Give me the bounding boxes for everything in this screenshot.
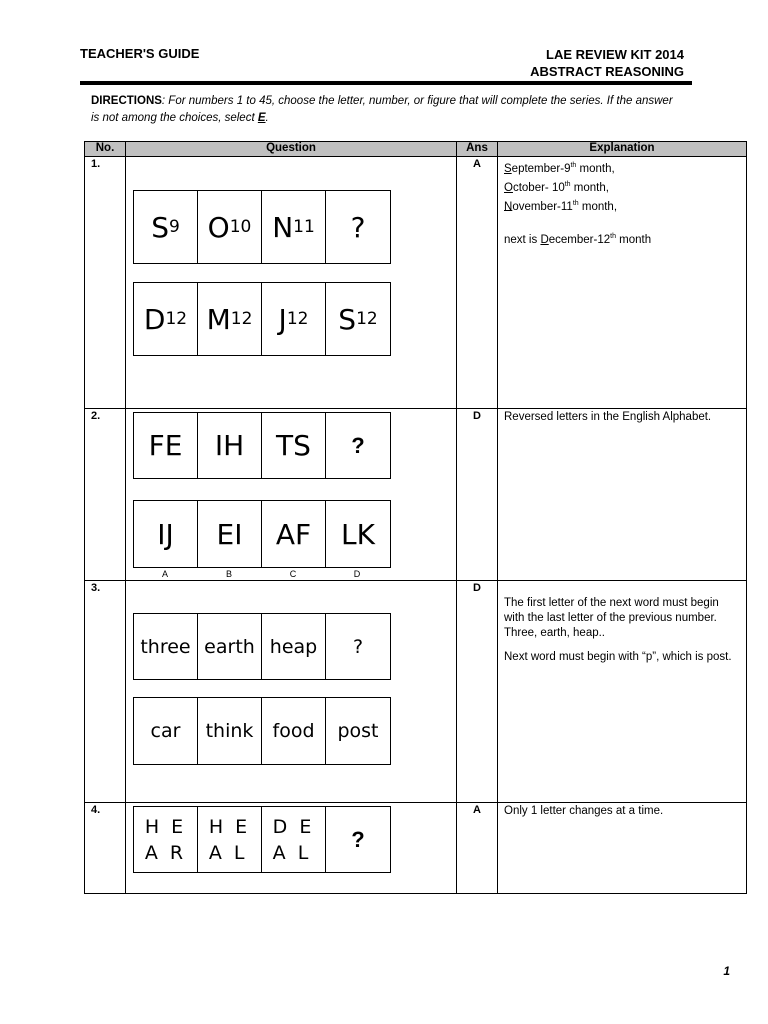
choice-box: car xyxy=(134,698,198,764)
series-box-missing: ? xyxy=(352,635,364,658)
subject-title: ABSTRACT REASONING xyxy=(530,64,684,79)
choice-letter: C xyxy=(289,569,297,579)
explanation-paragraph: Next word must begin with “p”, which is post. xyxy=(504,651,732,663)
choice-box: J 12 xyxy=(262,283,326,355)
table-row xyxy=(85,803,747,894)
choice-series xyxy=(133,282,391,356)
series-box: TS xyxy=(262,413,326,478)
explanation: Reversed letters in the English Alphabet. xyxy=(498,409,747,581)
directions-label: DIRECTIONS xyxy=(91,95,162,107)
choice-letter: A xyxy=(161,569,168,579)
question-cell xyxy=(126,157,457,409)
question-series xyxy=(133,806,391,873)
question-series xyxy=(133,613,391,680)
row-number: 3. xyxy=(85,581,126,803)
row-number: 2. xyxy=(85,409,126,581)
answer: D xyxy=(457,409,498,581)
series-box-missing: ? xyxy=(351,826,365,852)
table-header-row xyxy=(85,142,747,157)
directions xyxy=(91,93,681,127)
table-row xyxy=(85,409,747,581)
choice-box: AF xyxy=(262,501,326,567)
explanation xyxy=(498,581,747,803)
header-explanation: Explanation xyxy=(498,142,747,157)
series-box: H E A R xyxy=(134,807,198,872)
explanation: Only 1 letter changes at a time. xyxy=(498,803,747,894)
choice-box: think xyxy=(198,698,262,764)
choice-box: IJ xyxy=(134,501,198,567)
directions-option: E xyxy=(257,112,266,124)
row-number: 1. xyxy=(85,157,126,409)
choice-letter: D xyxy=(353,569,361,579)
series-box-missing: ? xyxy=(350,210,366,244)
question-table xyxy=(84,141,747,894)
header-left: TEACHER'S GUIDE xyxy=(80,46,200,61)
question-cell xyxy=(126,581,457,803)
series-box: three xyxy=(134,614,198,679)
series-box: H E A L xyxy=(198,807,262,872)
series-box: FE xyxy=(134,413,198,478)
series-box-missing: ? xyxy=(351,432,365,458)
answer: A xyxy=(457,803,498,894)
series-box: earth xyxy=(198,614,262,679)
explanation-paragraph: The first letter of the next word must begin with the last letter of the previous number. Three, earth, heap.. xyxy=(504,597,719,639)
series-box: O 10 xyxy=(198,191,262,263)
header-right xyxy=(530,46,684,80)
choice-box: food xyxy=(262,698,326,764)
answer: A xyxy=(457,157,498,409)
table-row xyxy=(85,581,747,803)
choice-box: EI xyxy=(198,501,262,567)
series-box: D E A L xyxy=(262,807,326,872)
choice-letters xyxy=(133,569,389,579)
choice-box: LK xyxy=(341,517,375,551)
choice-series xyxy=(133,500,391,568)
header-rule xyxy=(80,81,692,85)
series-box: heap xyxy=(262,614,326,679)
choice-box: D 12 xyxy=(134,283,198,355)
row-number: 4. xyxy=(85,803,126,894)
choice-series xyxy=(133,697,391,765)
question-series xyxy=(133,412,391,479)
answer: D xyxy=(457,581,498,803)
series-box: S 9 xyxy=(134,191,198,263)
question-cell xyxy=(126,803,457,894)
choice-box: M 12 xyxy=(198,283,262,355)
question-series xyxy=(133,190,391,264)
kit-title: LAE REVIEW KIT 2014 xyxy=(546,47,684,62)
choice-letter: B xyxy=(225,569,232,579)
directions-end: . xyxy=(265,112,269,124)
series-box: N 11 xyxy=(262,191,326,263)
question-cell xyxy=(126,409,457,581)
choice-box: post xyxy=(337,720,379,742)
directions-text: : For numbers 1 to 45, choose the letter, number, or figure that will complete the series. If the answer is not among the choices, select xyxy=(91,95,673,124)
header-ans: Ans xyxy=(457,142,498,157)
series-box: IH xyxy=(198,413,262,478)
explanation: September-9th month, October- 10th month, November-11th month, next is December-12th month xyxy=(498,157,747,409)
table-row xyxy=(85,157,747,409)
header-no: No. xyxy=(85,142,126,157)
choice-box: S 12 xyxy=(338,302,378,336)
page-number: 1 xyxy=(723,964,730,978)
header-question: Question xyxy=(126,142,457,157)
